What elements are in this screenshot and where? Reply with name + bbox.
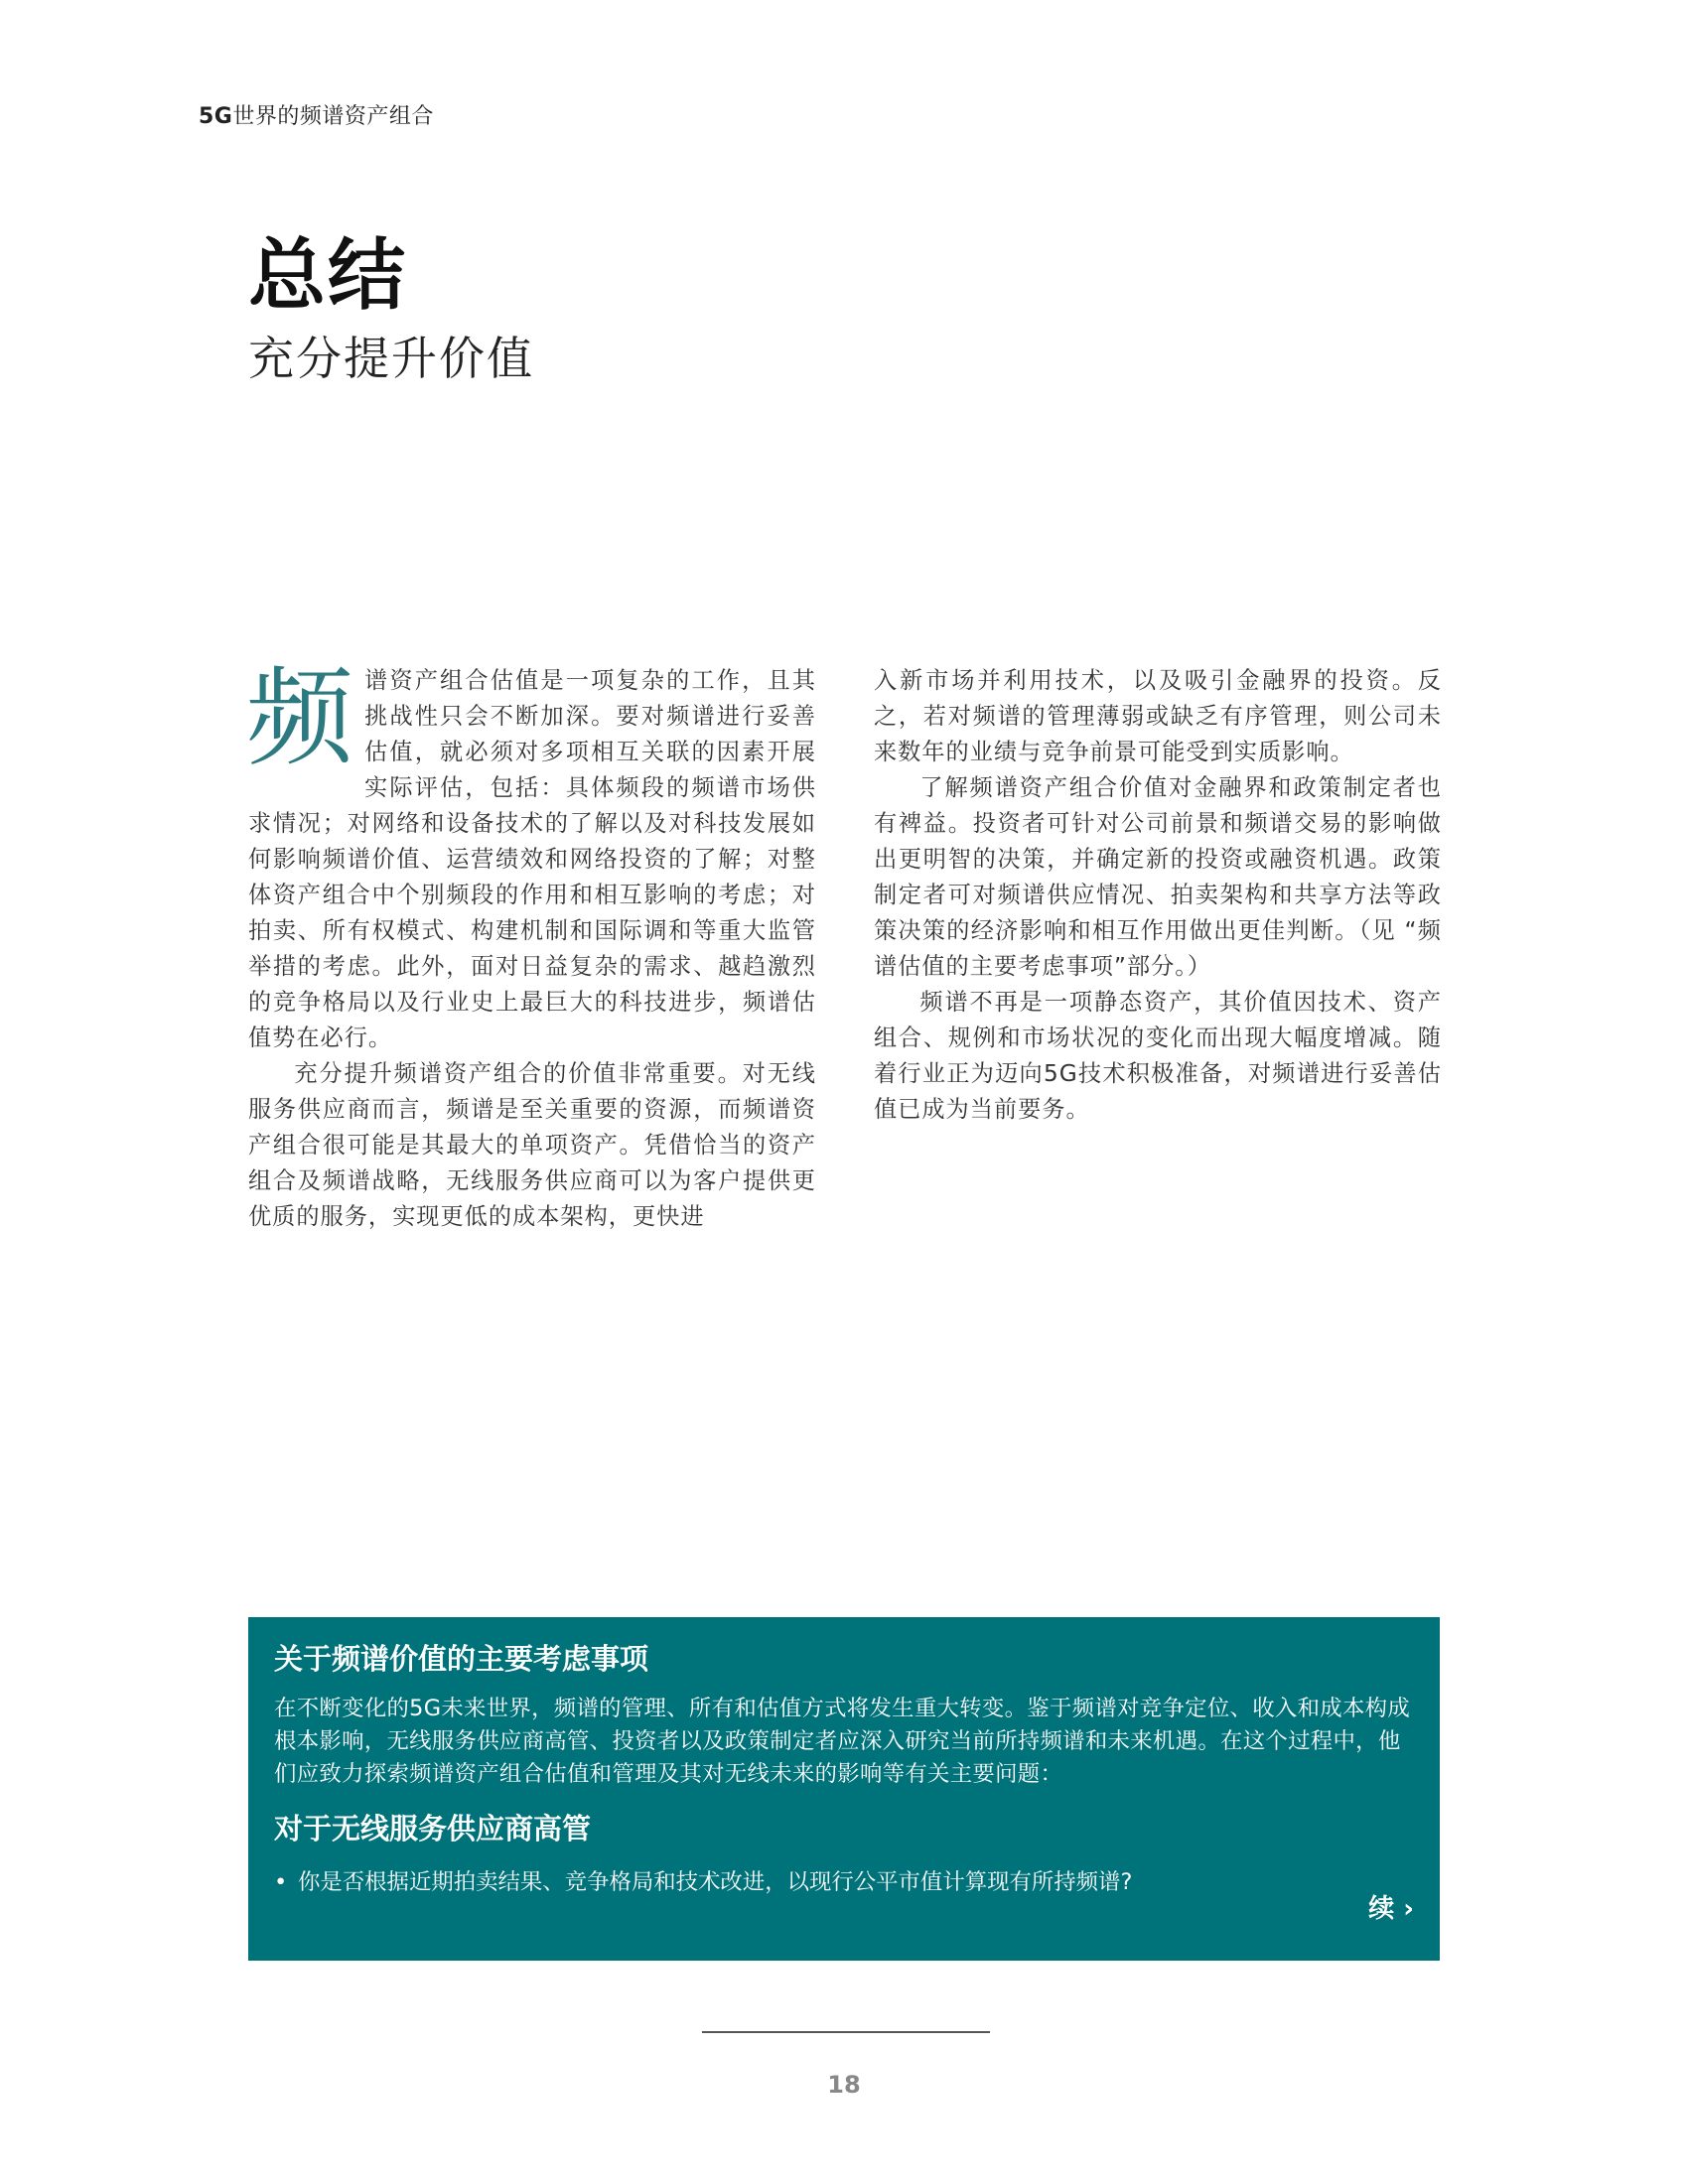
body-column-right — [874, 663, 1442, 1128]
continue-link[interactable]: 续 › — [1368, 1894, 1414, 1924]
callout-bullet-list — [274, 1866, 1414, 1898]
body-paragraph-4: 频谱不再是一项静态资产，其价值因技术、资产组合、规例和市场状况的变化而出现大幅度增减。随着行业正为迈向5G技术积极准备，对频谱进行妥善估值已成为当前要务。 — [874, 989, 1442, 1123]
section-subtitle: 充分提升价值 — [248, 332, 534, 385]
bullet-icon: • — [274, 1869, 288, 1895]
callout-subheading: 对于无线服务供应商高管 — [274, 1812, 592, 1845]
body-paragraph-1-text: 谱资产组合估值是一项复杂的工作，且其挑战性只会不断加深。要对频谱进行妥善估值，就必须对多项相互关联的因素开展实际评估，包括：具体频段的频谱市场供求情况；对网络和设备技术的了解以及对科技发展如何影响频谱价值、运营绩效和网络投资的了解；对整体资产组合中个别频段的作用和相互影响的考虑；对拍卖、所有权模式、构建机制和国际调和等重大监管举措的考虑。此外，面对日益复杂的需求、越趋激烈的竞争格局以及行业史上最巨大的科技进步，频谱估值势在必行。 — [248, 667, 816, 1051]
body-paragraph-1 — [246, 656, 816, 1056]
list-item — [274, 1866, 1414, 1898]
running-header-title: 世界的频谱资产组合 — [232, 104, 434, 129]
callout-intro: 在不断变化的5G未来世界，频谱的管理、所有和估值方式将发生重大转变。鉴于频谱对竞争定位、收入和成本构成根本影响，无线服务供应商高管、投资者以及政策制定者应深入研究当前所持频谱和未来机遇。在这个过程中，他们应致力探索频谱资产组合估值和管理及其对无线未来的影响等有关主要问题： — [274, 1696, 1411, 1787]
list-item-text: 你是否根据近期拍卖结果、竞争格局和技术改进，以现行公平市值计算现有所持频谱? — [298, 1869, 1133, 1895]
page-number: 18 — [827, 2071, 861, 2099]
callout-box — [248, 1617, 1440, 1961]
body-column-left — [246, 656, 816, 1235]
footer-divider — [702, 2031, 990, 2033]
section-title: 总结 — [248, 231, 408, 321]
callout-title: 关于频谱价值的主要考虑事项 — [274, 1642, 649, 1676]
body-paragraph-3: 了解频谱资产组合价值对金融界和政策制定者也有裨益。投资者可针对公司前景和频谱交易的影响做出更明智的决策，并确定新的投资或融资机遇。政策制定者可对频谱供应情况、拍卖架构和共享方法等政策决策的经济影响和相互作用做出更佳判断。（见 “频谱估值的主要考虑事项”部分。） — [874, 774, 1442, 980]
body-paragraph-2-continued: 入新市场并利用技术，以及吸引金融界的投资。反之，若对频谱的管理薄弱或缺乏有序管理，则公司未来数年的业绩与竞争前景可能受到实质影响。 — [874, 667, 1442, 765]
running-header-prefix: 5G — [199, 104, 233, 129]
running-header — [199, 99, 434, 130]
body-paragraph-2: 充分提升频谱资产组合的价值非常重要。对无线服务供应商而言，频谱是至关重要的资源，而频谱资产组合很可能是其最大的单项资产。凭借恰当的资产组合及频谱战略，无线服务供应商可以为客户提供更优质的服务，实现更低的成本架构，更快进 — [248, 1060, 816, 1230]
drop-cap: 频 — [246, 656, 355, 780]
